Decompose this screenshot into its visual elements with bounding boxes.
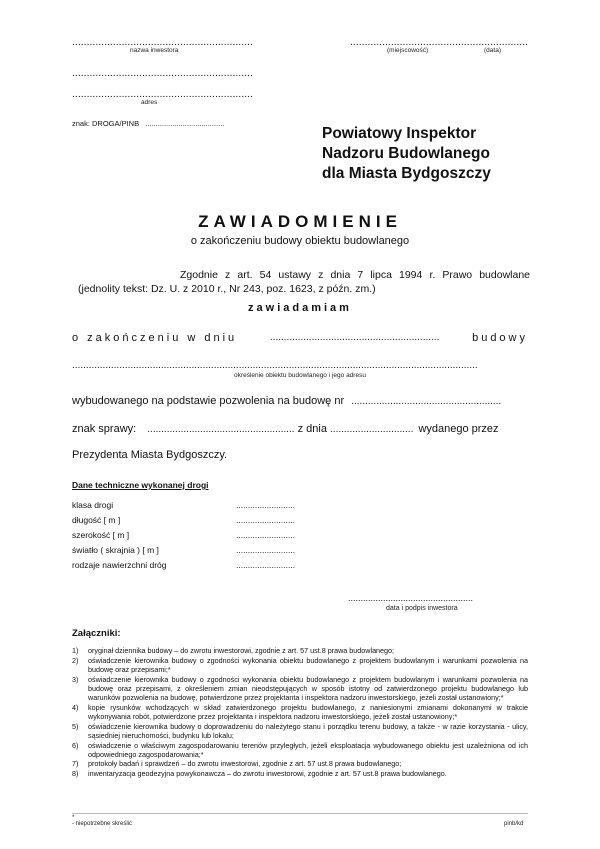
addressee-line-3: dla Miasta Bydgoszczy [322,165,491,182]
tech-row-field: ......................... [236,530,296,540]
footer-divider [72,813,528,814]
addressee-block [322,124,491,184]
investor-line-2: .............................................................. [72,67,253,79]
sign-field [72,119,224,128]
case-line [72,423,499,435]
case-date-field: .............................. [330,424,414,435]
list-item [72,646,528,655]
addressee-line-2: Nadzoru Budowlanego [322,145,490,162]
attachments-list [72,646,528,779]
case-date-label: z dnia [297,423,327,435]
list-item-text: oświadczenie o właściwym zagospodarowaniu terenów przyległych, jeżeli eksploatacja wybudowanego obiektu jest uzależniona od ich odpowiedniego zagospodarowania;* [88,740,528,759]
list-item-number: 3) [72,674,79,684]
footnote-text: - niepotrzebne skreślić [72,821,133,827]
list-item-number: 6) [72,740,79,750]
list-item [72,703,528,721]
list-item-number: 4) [72,702,79,712]
tech-row-field: ......................... [236,500,296,510]
list-item-number: 8) [72,769,79,779]
list-item [72,759,528,768]
permit-line [72,395,501,407]
list-item [72,741,528,759]
list-item-text: oryginał dziennika budowy – do zwrotu inwestorowi, zgodnie z art. 57 ust.8 prawa budowlanego; [88,646,395,655]
address-label: adres [141,99,158,106]
attachments-heading: Załączniki: [72,628,121,639]
signature-label: data i podpis inwestora [386,605,458,612]
legal-line-1: Zgodnie z art. 54 ustawy z dnia 7 lipca 1994 r. Prawo budowlane [180,269,530,281]
footnote-asterisk: * [72,815,75,821]
completion-right-text: budowy [472,332,528,344]
footer-code: pinb/kd [504,821,524,827]
list-item [72,656,528,674]
list-item [72,769,528,778]
tech-row-label: szerokość [ m ] [72,530,130,540]
list-item-text: kopie rysunków wchodzących w skład zatwierdzonego projektu budowlanego, z naniesionymi zmianami dokonanymi w trakcie wykonywania robót, potwierdzone przez projektanta i inspektora nadzoru inwestorskiego, jeżeli został ustanowiony;* [88,702,528,721]
place-label: (miejscowość) [387,47,429,54]
tech-row-label: rodzaje nawierzchni dróg [72,560,167,570]
case-issued-text: wydanego przez [418,423,499,435]
list-item-number: 5) [72,721,79,731]
tech-data-heading: Dane techniczne wykonanej drogi [72,480,209,490]
sign-label: znak: DROGA/PINB [72,119,140,128]
list-item-text: protokoły badań i sprawdzeń – do zwrotu inwestorowi, zgodnie z art. 57 ust.8 prawa budowlanego; [88,759,402,769]
addressee-line-1: Powiatowy Inspektor [322,125,477,142]
document-title: ZAWIADOMIENIE [198,212,402,231]
completion-line [72,332,528,344]
sign-dots: ...................................... [145,119,225,128]
document-subtitle: o zakończeniu budowy obiektu budowlanego [190,235,410,247]
permit-text: wybudowanego na podstawie pozwolenia na budowę nr [72,395,345,407]
issuer-text: Prezydenta Miasta Bydgoszczy. [72,449,228,461]
list-item-text: oświadczenie kierownika budowy o zgodności wykonania obiektu budowlanego z projektem budowlanym i warunkami pozwolenia na budowę oraz przepisami;* [88,655,528,674]
list-item [72,675,528,703]
legal-line-2: (jednolity tekst: Dz. U. z 2010 r., Nr 243, poz. 1623, z późn. zm.) [78,283,376,295]
object-label: określenie obiektu budowlanego i jego adresu [234,372,366,379]
tech-row-field: ......................... [236,515,296,525]
tech-row-label: klasa drogi [72,500,114,510]
list-item-number: 7) [72,759,79,769]
investor-name-line: .............................................................. [72,36,253,48]
list-item-text: oświadczenie kierownika budowy o zgodności wykonania obiektu budowlanego z projektem budowlanym i warunkami pozwolenia na budowę oraz przepisami, z określeniem zmian nieodstępujących w sposób istotny od zatwierdzonego projektu budowlanego lub warunków pozwolenia na budowę, potwierdzone przez projektanta i inspektora nadzoru inwestorskiego, jeżeli został ustanowiony;* [88,674,528,703]
permit-number-field: ...................................................... [351,396,502,407]
signature-field: .................................................. [348,593,474,603]
completion-date-field: ............................................................. [269,332,440,343]
tech-row-label: światło ( skrajnia ) [ m ] [72,545,159,555]
tech-row-field: ......................... [236,545,296,555]
list-item-number: 1) [72,646,79,655]
notify-heading: zawiadamiam [248,302,352,314]
tech-row-field: ......................... [236,560,296,570]
date-label: (data) [484,47,501,54]
list-item [72,722,528,740]
case-number-field: ..................................................... [147,424,295,435]
case-label: znak sprawy: [72,423,137,435]
place-date-line: ............................................................. [350,36,528,48]
tech-row-label: długość [ m ] [72,515,121,525]
list-item-text: oświadczenie kierownika budowy o doprowadzeniu do należytego stanu i porządku terenu budowy, a także - w razie korzystania - ulicy, sąsiedniej nieruchomości, budynku lub lokalu; [88,721,528,740]
list-item-text: inwentaryzacja geodezyjna powykonawcza – do zwrotu inwestorowi, zgodnie z art. 57 ust.8 prawa budowlanego. [88,769,447,779]
completion-left-text: o zakończeniu w dniu [72,332,238,344]
address-line: .............................................................. [72,88,253,100]
investor-name-label: nazwa inwestora [130,47,179,54]
list-item-number: 2) [72,655,79,665]
object-field: .................................................................................................................................................. [72,360,478,371]
legal-basis [78,268,530,296]
